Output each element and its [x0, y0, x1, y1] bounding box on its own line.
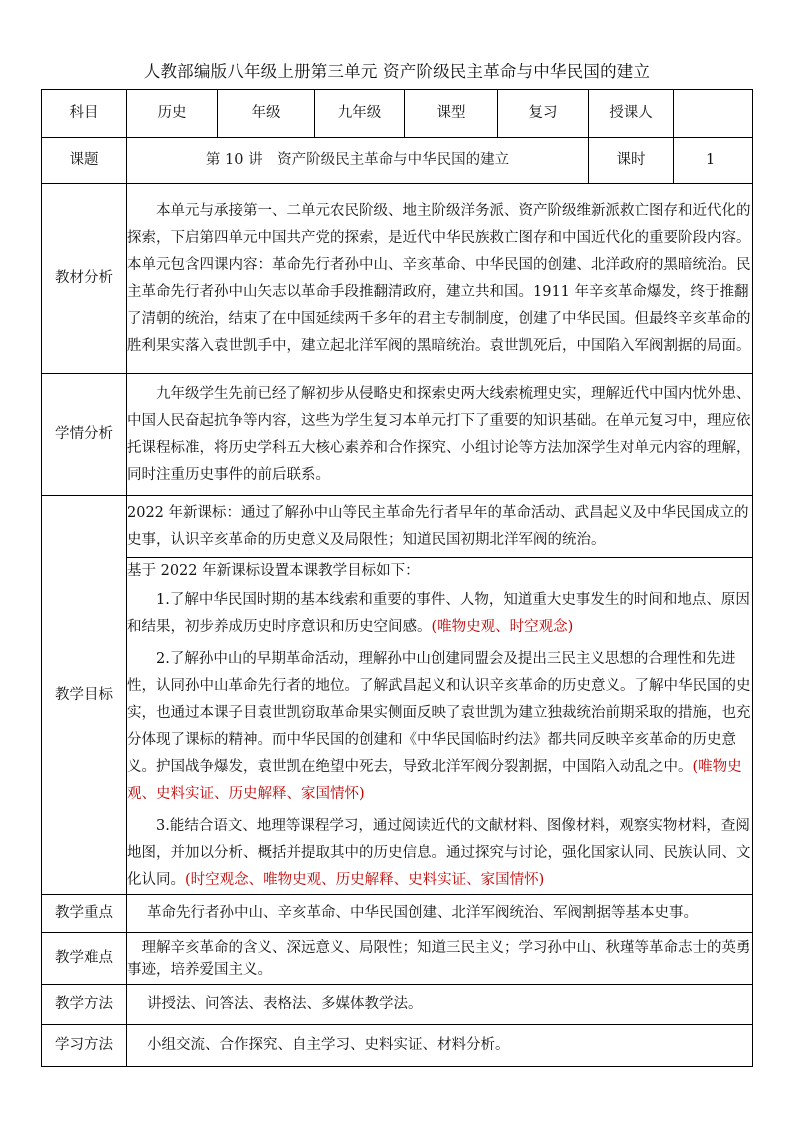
teacher-value — [674, 90, 753, 138]
topic-value: 第 10 讲 资产阶级民主革命与中华民国的建立 — [127, 138, 589, 184]
document-title: 人教部编版八年级上册第三单元 资产阶级民主革命与中华民国的建立 — [143, 62, 651, 81]
type-label: 课型 — [405, 90, 498, 138]
objectives-detail-row — [42, 558, 753, 895]
learning-methods-text: 小组交流、合作探究、自主学习、史料实证、材料分析。 — [147, 1037, 510, 1053]
key-points-label: 教学重点 — [42, 895, 127, 933]
grade-label: 年级 — [218, 90, 315, 138]
learning-methods-row — [42, 1025, 753, 1067]
hours-value: 1 — [674, 138, 753, 184]
key-points-row — [42, 895, 753, 933]
objective-item-3 — [127, 813, 752, 894]
topic-label: 课题 — [42, 138, 127, 184]
teaching-methods-label: 教学方法 — [42, 985, 127, 1025]
teacher-label: 授课人 — [589, 90, 674, 138]
grade-value: 九年级 — [315, 90, 405, 138]
student-analysis-row — [42, 374, 753, 496]
key-points-text: 革命先行者孙中山、辛亥革命、中华民国创建、北洋军阀统治、军阀割据等基本史事。 — [147, 905, 698, 921]
objective-item-3-tag: (时空观念、唯物史观、历史解释、史料实证、家国情怀) — [185, 872, 545, 888]
objective-item-2 — [127, 646, 752, 808]
objectives-standard-row — [42, 496, 753, 558]
hours-label: 课时 — [589, 138, 674, 184]
subject-label: 科目 — [42, 90, 127, 138]
teaching-methods-text: 讲授法、问答法、表格法、多媒体教学法。 — [147, 996, 423, 1012]
lesson-plan-table — [41, 89, 753, 1067]
objective-item-3-text: 3.能结合语文、地理等课程学习，通过阅读近代的文献材料、图像材料，观察实物材料，查阅地图，并加以分析、概括并提取其中的历史信息。通过探究与讨论，强化国家认同、民族认同、文化认同。 — [127, 818, 751, 888]
student-analysis-label: 学情分析 — [42, 374, 127, 496]
objective-item-2-tag: (唯物史观、史料实证、历史解释、家国情怀) — [127, 759, 742, 802]
objective-item-1-text: 1.了解中华民国时期的基本线索和重要的事件、人物，知道重大史事发生的时间和地点、原因和结果，初步养成历史时序意识和历史空间感。 — [127, 592, 750, 635]
header-row — [42, 90, 753, 138]
objective-item-1 — [127, 587, 752, 641]
subject-value: 历史 — [127, 90, 218, 138]
textbook-analysis-text: 本单元与承接第一、二单元农民阶级、地主阶级洋务派、资产阶级维新派救亡图存和近代化的探索，下启第四单元中国共产党的探索，是近代中华民族救亡图存和中国近代化的重要阶段内容。本单元包含四课内容：革命先行者孙中山、辛亥革命、中华民国的创建、北洋政府的黑暗统治。民主革命先行者孙中山矢志以革命手段推翻清政府，建立共和国。1911 年辛亥革命爆发，终于推翻了清朝的统治，结束了在中国延续两千多年的君主专制制度，创建了中华民国。但最终辛亥革命的胜利果实落入袁世凯手中，建立起北洋军阀的黑暗统治。袁世凯死后，中国陷入军阀割据的局面。 — [127, 202, 751, 354]
difficulties-row — [42, 933, 753, 985]
student-analysis-text: 九年级学生先前已经了解初步从侵略史和探索史两大线索梳理史实，理解近代中国内忧外患、中国人民奋起抗争等内容，这些为学生复习本单元打下了重要的知识基础。在单元复习中，理应依托课程标准，将历史学科五大核心素养和合作探究、小组讨论等方法加深学生对单元内容的理解，同时注重历史事件的前后联系。 — [127, 385, 751, 483]
difficulties-label: 教学难点 — [42, 933, 127, 985]
teaching-methods-row — [42, 985, 753, 1025]
textbook-analysis-row — [42, 184, 753, 374]
objectives-label: 教学目标 — [42, 496, 127, 895]
textbook-analysis-label: 教材分析 — [42, 184, 127, 374]
objective-item-2-text: 2.了解孙中山的早期革命活动，理解孙中山创建同盟会及提出三民主义思想的合理性和先进性，认同孙中山革命先行者的地位。了解武昌起义和认识辛亥革命的历史意义。了解中华民国的史实，也通过本课子目袁世凯窃取革命果实侧面反映了袁世凯为建立独裁统治前期采取的措施，也充分体现了课标的精神。而中华民国的创建和《中华民国临时约法》都共同反映辛亥革命的历史意义。护国战争爆发，袁世凯在绝望中死去，导致北洋军阀分裂割据，中国陷入动乱之中。 — [127, 651, 751, 775]
topic-row — [42, 138, 753, 184]
difficulties-text: 理解辛亥革命的含义、深远意义、局限性；知道三民主义；学习孙中山、秋瑾等革命志士的英勇事迹，培养爱国主义。 — [127, 939, 751, 978]
type-value: 复习 — [498, 90, 589, 138]
objective-item-1-tag: (唯物史观、时空观念) — [431, 619, 574, 635]
learning-methods-label: 学习方法 — [42, 1025, 127, 1067]
objectives-intro: 基于 2022 年新课标设置本课教学目标如下： — [127, 563, 420, 579]
curriculum-standard-text: 2022 年新课标：通过了解孙中山等民主革命先行者早年的革命活动、武昌起义及中华民国成立的史事，认识辛亥革命的历史意义及局限性；知道民国初期北洋军阀的统治。 — [127, 504, 749, 548]
